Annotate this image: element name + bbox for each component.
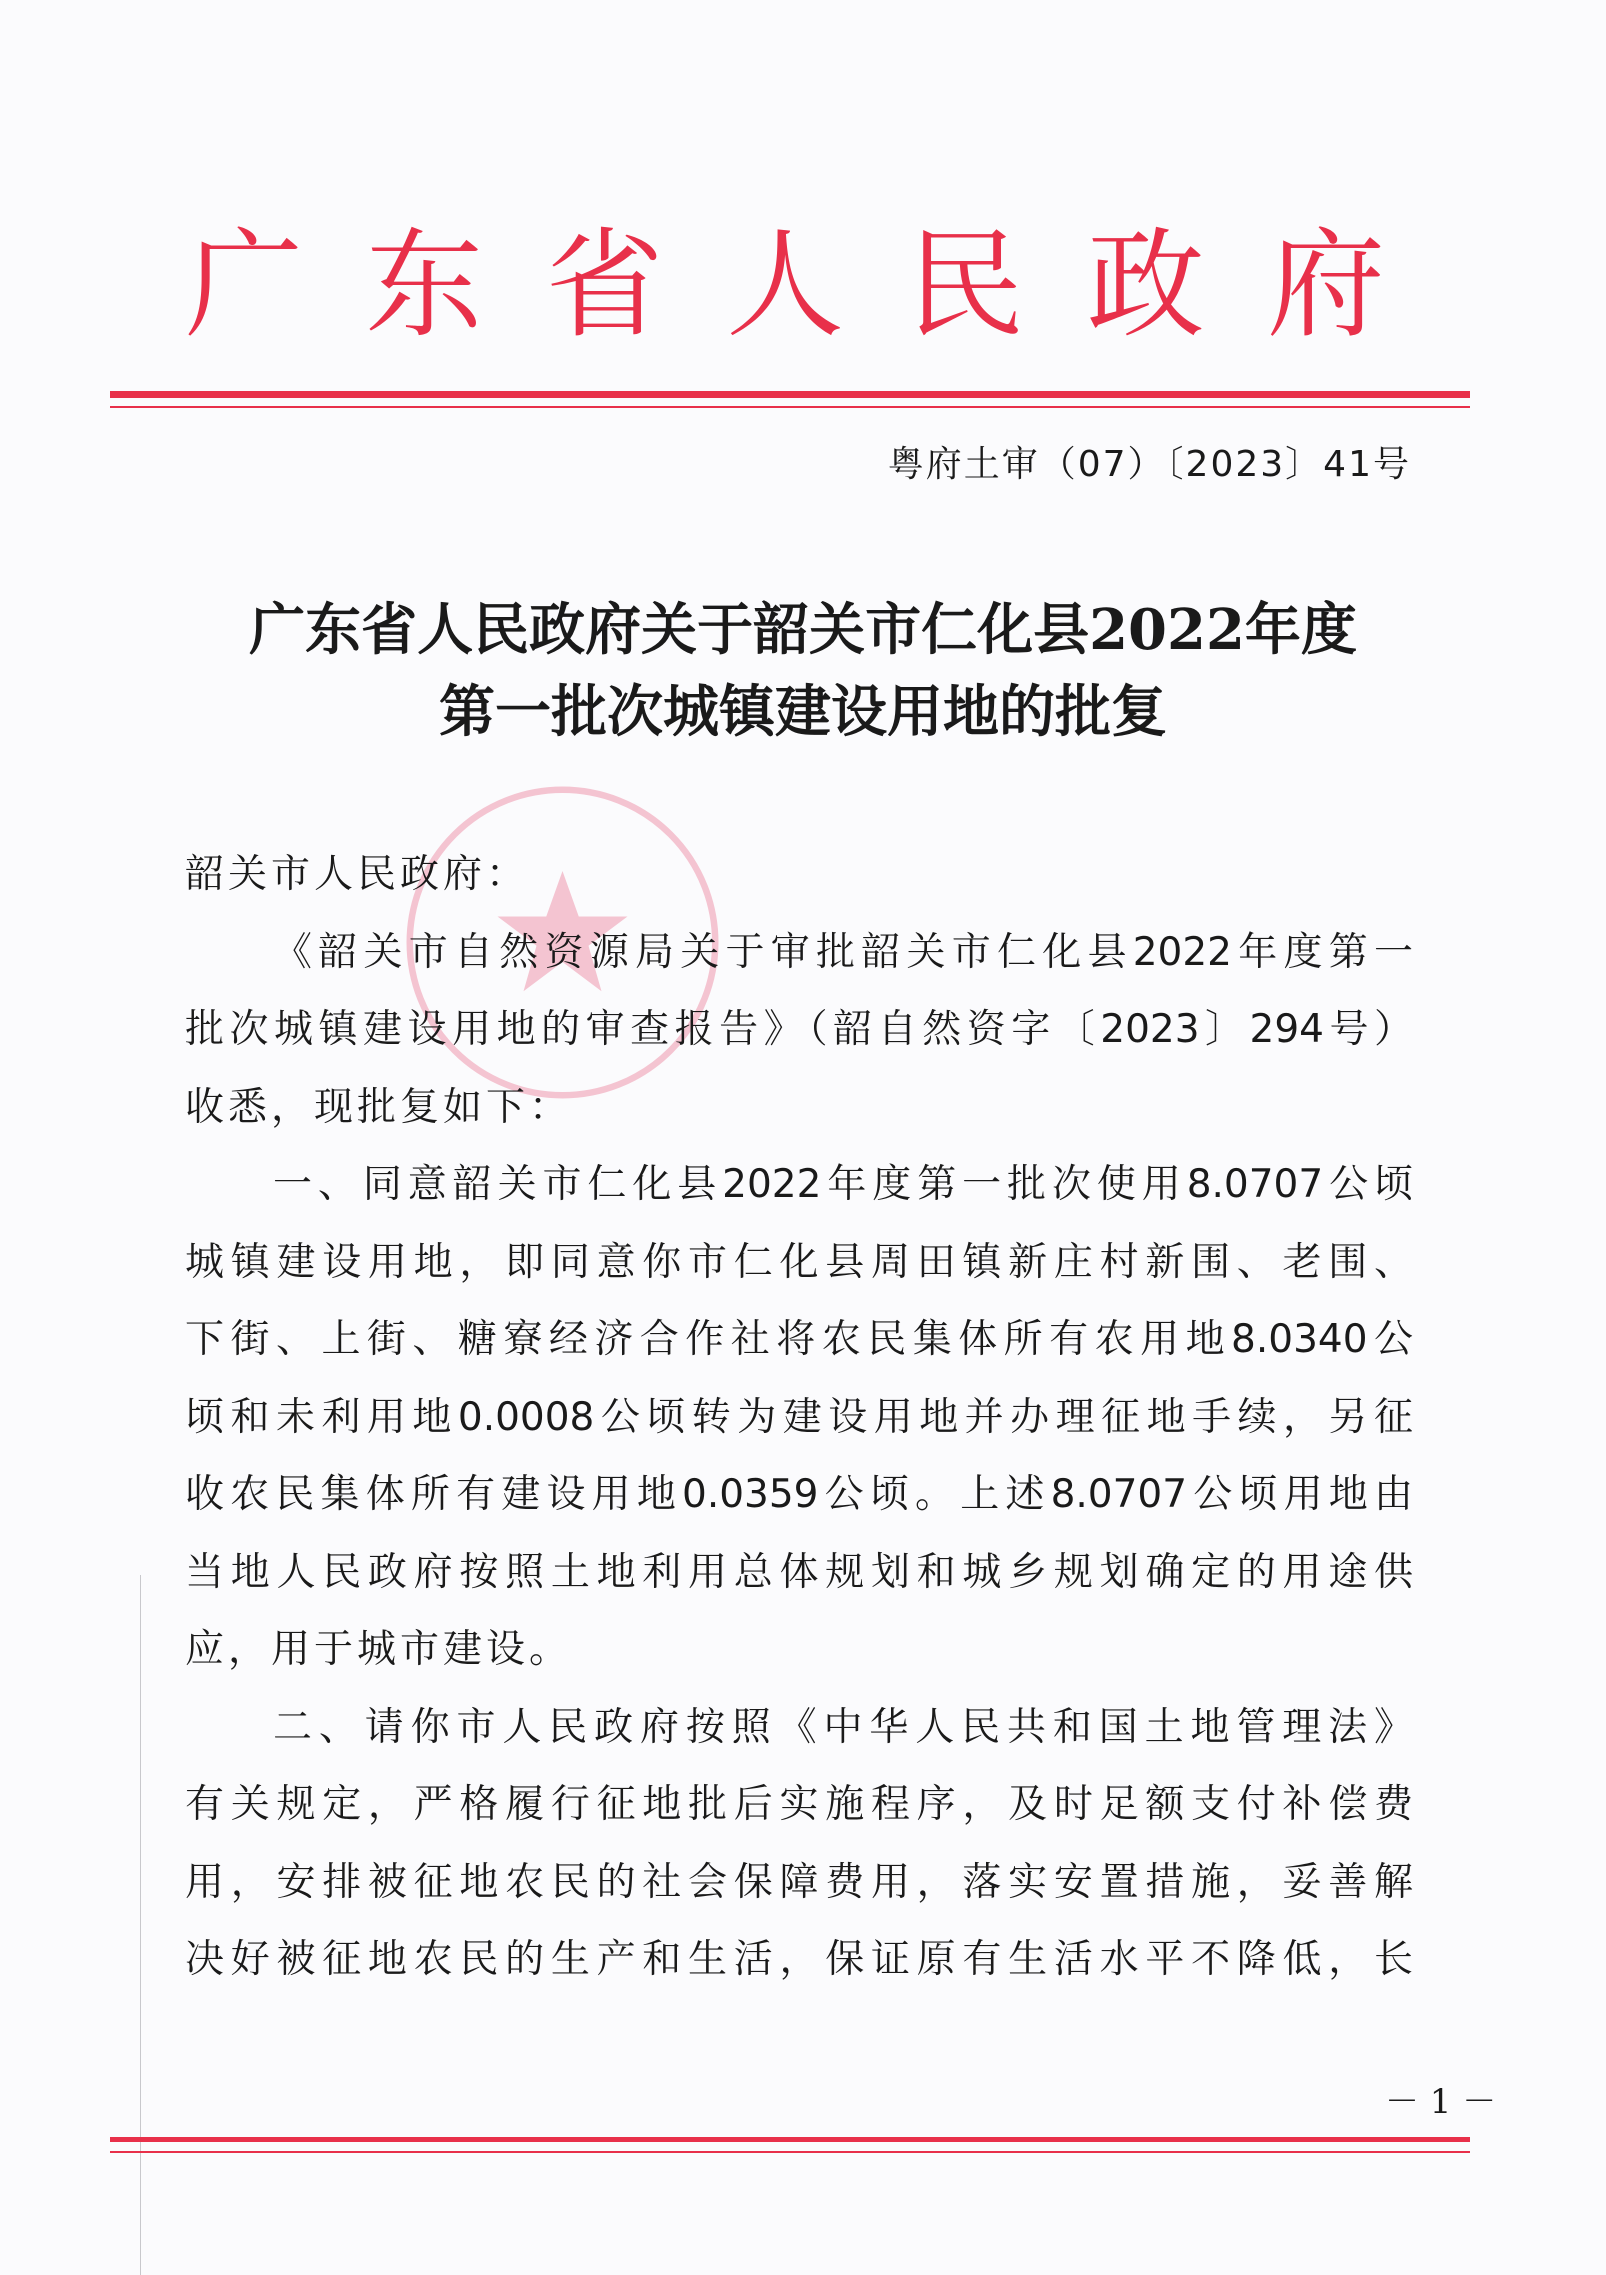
letterhead-title [185,215,1385,355]
paragraph-line: 收悉，现批复如下： [185,1084,573,1130]
paragraph-line: 二、请你市人民政府按照《中华人民共和国土地管理法》 [273,1704,1413,1750]
paragraph-line: 收农民集体所有建设用地0.0359公顷。上述8.0707公顷用地由 [185,1472,1413,1517]
letterhead-char: 民 [906,216,1025,354]
document-body [185,845,1413,2008]
paragraph-line: 《韶关市自然资源局关于审批韶关市仁化县2022年度第一 [273,929,1413,975]
letterhead-char: 省 [545,216,664,354]
header-rule-thin [110,406,1470,408]
scan-edge-line [140,1575,141,2275]
paragraph-line: 一、同意韶关市仁化县2022年度第一批次使用8.0707公顷 [273,1162,1413,1207]
letterhead-char: 政 [1086,216,1205,354]
header-rule-thick [110,391,1470,398]
document-title-line-1: 广东省人民政府关于韶关市仁化县2022年度 [249,597,1357,663]
paragraph-line: 批次城镇建设用地的审查报告》（韶自然资字〔2023〕294号） [185,1007,1413,1052]
paragraph-line: 应，用于城市建设。 [185,1627,573,1672]
paragraph-line: 城镇建设用地，即同意你市仁化县周田镇新庄村新围、老围、 [185,1239,1413,1285]
page-number: － 1 － [1385,2082,1497,2122]
letterhead-char: 广 [185,216,304,354]
document-number: 粤府土审（07）〔2023〕41号 [887,444,1411,485]
paragraph-line: 有关规定，严格履行征地批后实施程序，及时足额支付补偿费 [185,1782,1413,1827]
paragraph-line: 决好被征地农民的生产和生活，保证原有生活水平不降低，长 [185,1937,1413,1982]
letterhead-char: 东 [365,216,484,354]
salutation: 韶关市人民政府： [185,852,530,897]
paragraph-line: 当地人民政府按照土地利用总体规划和城乡规划确定的用途供 [185,1549,1413,1595]
paragraph-line: 用，安排被征地农民的社会保障费用，落实安置措施，妥善解 [185,1859,1413,1905]
footer-rule-thick [110,2137,1470,2142]
paragraph-line: 下街、上街、糖寮经济合作社将农民集体所有农用地8.0340公 [185,1317,1413,1362]
paragraph-line: 顷和未利用地0.0008公顷转为建设用地并办理征地手续，另征 [185,1394,1413,1440]
footer-rule-thin [110,2151,1470,2153]
letterhead-char: 人 [725,216,844,354]
letterhead-char: 府 [1266,216,1385,354]
document-title-line-2: 第一批次城镇建设用地的批复 [439,679,1167,745]
